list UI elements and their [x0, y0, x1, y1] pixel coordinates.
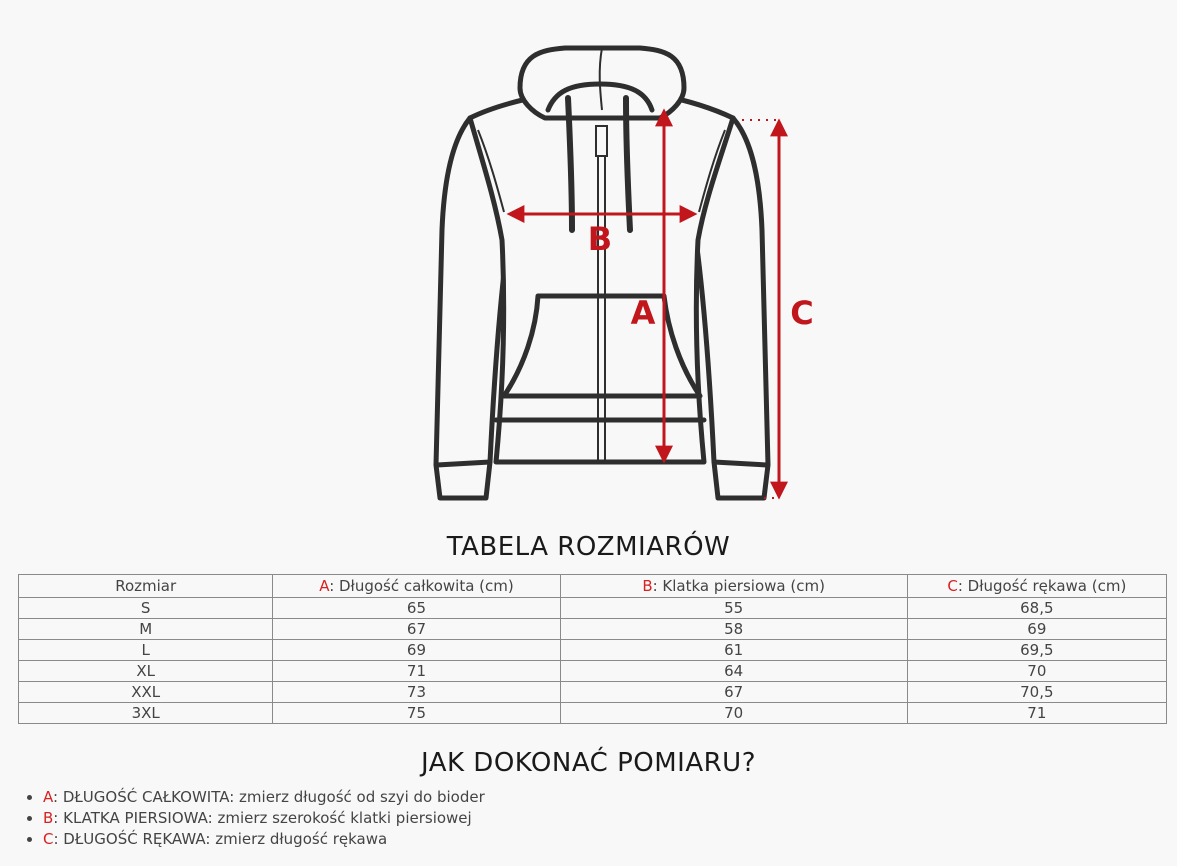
- cell-sleeve-length: 70,5: [907, 682, 1166, 703]
- label-a: A: [630, 294, 656, 332]
- cell-sleeve-length: 69,5: [907, 640, 1166, 661]
- measure-key-c: C: [43, 830, 54, 848]
- header-size: Rozmiar: [19, 575, 273, 598]
- cell-chest: 64: [560, 661, 907, 682]
- size-table-title: TABELA ROZMIARÓW: [446, 532, 731, 562]
- table-row: [19, 703, 1167, 724]
- label-c: C: [790, 294, 814, 332]
- list-item: [24, 808, 485, 829]
- cell-chest: 61: [560, 640, 907, 661]
- cell-total-length: 65: [273, 598, 560, 619]
- table-row: [19, 640, 1167, 661]
- cell-sleeve-length: 71: [907, 703, 1166, 724]
- cell-total-length: 71: [273, 661, 560, 682]
- cell-chest: 58: [560, 619, 907, 640]
- list-item: [24, 829, 485, 850]
- cell-total-length: 67: [273, 619, 560, 640]
- header-sleeve-length: C: Długość rękawa (cm): [907, 575, 1166, 598]
- cell-chest: 70: [560, 703, 907, 724]
- measure-text-a: : DŁUGOŚĆ CAŁKOWITA: zmierz długość od szyi do bioder: [53, 788, 485, 806]
- how-to-measure-title: JAK DOKONAĆ POMIARU?: [420, 748, 756, 778]
- label-b: B: [587, 220, 613, 258]
- list-item: [24, 787, 485, 808]
- cell-sleeve-length: 68,5: [907, 598, 1166, 619]
- cell-size: XXL: [19, 682, 273, 703]
- measure-key-b: B: [43, 809, 54, 827]
- how-to-measure-list: [24, 787, 485, 850]
- measure-text-c: : DŁUGOŚĆ RĘKAWA: zmierz długość rękawa: [53, 830, 388, 848]
- table-row: [19, 661, 1167, 682]
- table-row: [19, 598, 1167, 619]
- header-total-length: A: Długość całkowita (cm): [273, 575, 560, 598]
- hoodie-outline: [436, 48, 768, 498]
- size-table: [18, 574, 1167, 724]
- cell-size: XL: [19, 661, 273, 682]
- cell-total-length: 75: [273, 703, 560, 724]
- cell-sleeve-length: 70: [907, 661, 1166, 682]
- cell-size: L: [19, 640, 273, 661]
- cell-size: M: [19, 619, 273, 640]
- cell-size: S: [19, 598, 273, 619]
- table-header-row: [19, 575, 1167, 598]
- cell-sleeve-length: 69: [907, 619, 1166, 640]
- table-row: [19, 619, 1167, 640]
- cell-total-length: 69: [273, 640, 560, 661]
- cell-size: 3XL: [19, 703, 273, 724]
- cell-chest: 55: [560, 598, 907, 619]
- table-row: [19, 682, 1167, 703]
- cell-total-length: 73: [273, 682, 560, 703]
- header-chest: B: Klatka piersiowa (cm): [560, 575, 907, 598]
- measure-key-a: A: [43, 788, 53, 806]
- measure-text-b: : KLATKA PIERSIOWA: zmierz szerokość klatki piersiowej: [53, 809, 472, 827]
- cell-chest: 67: [560, 682, 907, 703]
